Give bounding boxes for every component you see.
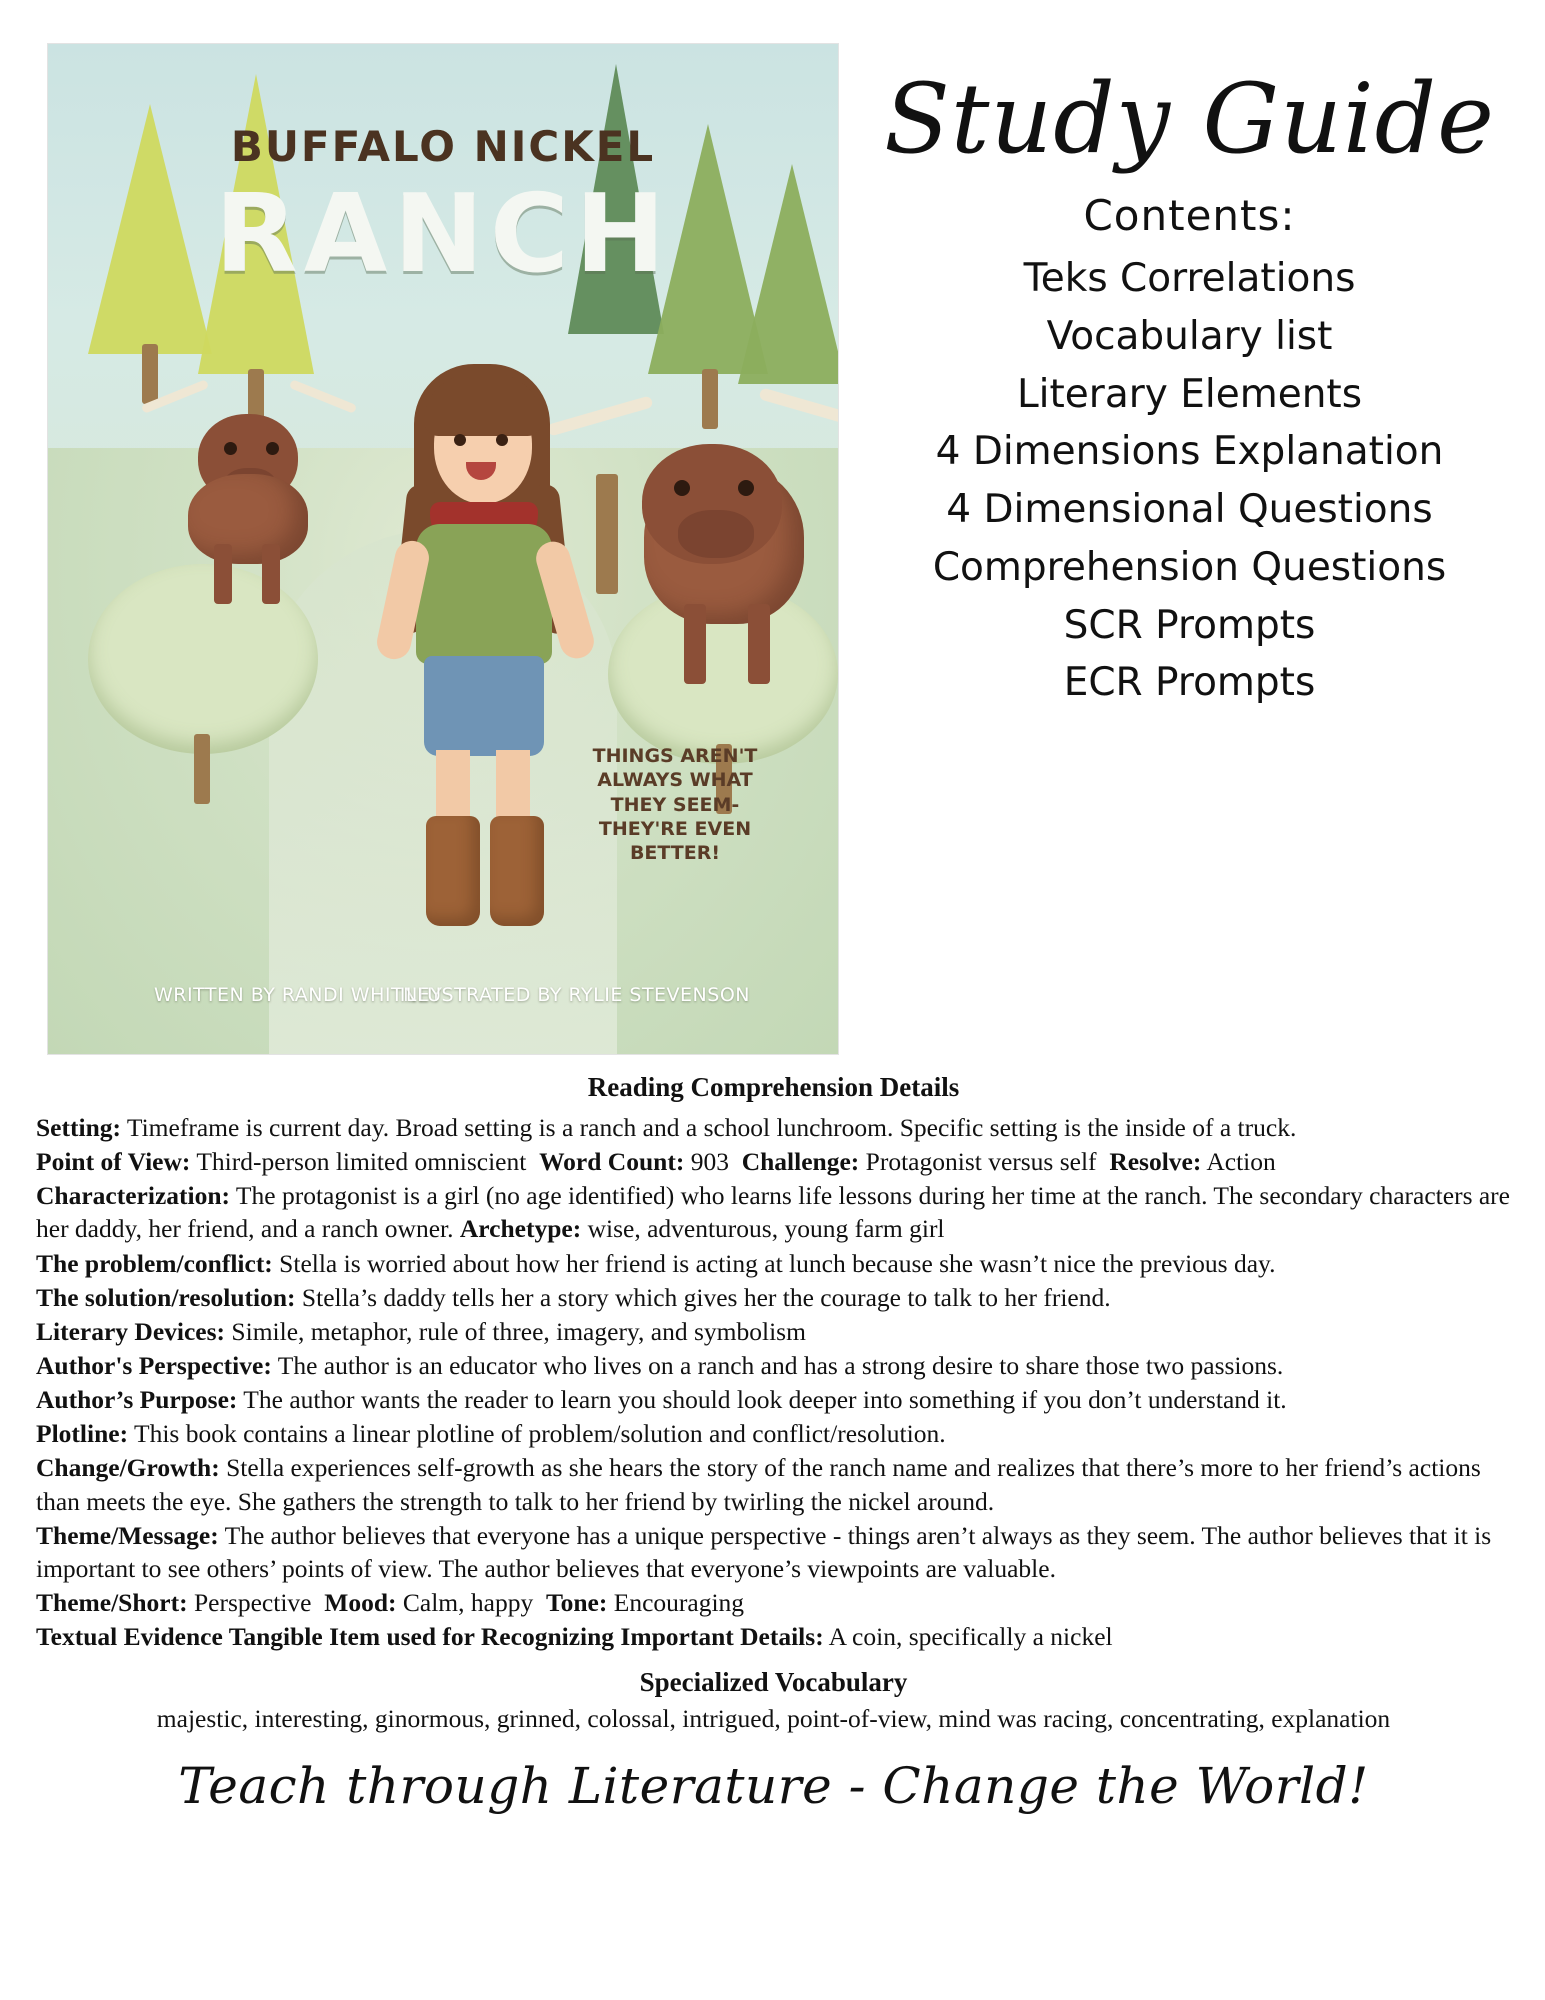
detail-row-point-of-view [36,1145,1511,1178]
detail-label: Challenge: [741,1147,860,1177]
detail-label: Theme/Short: [36,1587,188,1617]
girl-character [378,364,588,924]
detail-text: 903 [684,1147,729,1177]
eye-right [496,434,508,446]
detail-text: Protagonist versus self [859,1147,1097,1177]
detail-text: Perspective [187,1587,312,1617]
detail-label: Mood: [324,1587,397,1617]
shirt [416,524,552,664]
detail-row-theme-message [36,1519,1511,1585]
detail-label: Change/Growth: [36,1453,220,1483]
detail-text: The protagonist is a girl (no age identified) who learns life lessons during her time at the ranch. The secondary characters are her daddy, her friend, and a ranch owner. [36,1181,1510,1244]
cow-eye [674,480,690,496]
detail-text: Timeframe is current day. Broad setting is a ranch and a school lunchroom. Specific setting is the inside of a truck. [121,1113,1297,1142]
tree-trunk [702,369,718,429]
boot-left [426,816,480,926]
cover-title-top: BUFFALO NICKEL [230,122,656,171]
detail-text: The author is an educator who lives on a ranch and has a strong desire to share those two passions. [271,1350,1284,1380]
vocabulary-heading: Specialized Vocabulary [639,1667,908,1698]
detail-label: Author's Perspective: [36,1350,272,1380]
cow-eye [738,480,754,496]
contents-list [864,250,1515,712]
contents-item: 4 Dimensions Explanation [935,429,1444,475]
detail-row-change-growth [36,1451,1511,1517]
boot-right [490,816,544,926]
detail-label: Resolve: [1109,1147,1202,1177]
contents-item: Literary Elements [1016,371,1363,417]
detail-text: This book contains a linear plotline of problem/solution and conflict/resolution. [128,1419,946,1449]
cow-eye [266,442,279,455]
detail-label: The solution/resolution: [36,1282,296,1312]
cover-title-main: RANCH [214,172,672,297]
detail-label: Plotline: [36,1419,129,1449]
detail-text: Stella’s daddy tells her a story which gives her the courage to talk to her friend. [295,1282,1111,1312]
contents-item: Teks Correlations [1023,256,1356,302]
detail-label: Literary Devices: [36,1316,226,1346]
cover-author-credit: WRITTEN BY RANDI WHITNEY [154,984,443,1006]
detail-row-authors-perspective [36,1349,1511,1382]
detail-label: Archetype: [459,1214,582,1244]
detail-text: Encouraging [607,1587,745,1617]
detail-label: Tone: [545,1587,608,1617]
detail-label: Textual Evidence Tangible Item used for Recognizing Important Details: [36,1622,824,1652]
bush-icon [88,564,318,754]
detail-row-characterization [36,1179,1511,1245]
detail-text: wise, adventurous, young farm girl [581,1214,945,1244]
detail-text: Simile, metaphor, rule of three, imagery, and symbolism [225,1316,806,1346]
details-list [36,1111,1511,1653]
cover-illustrator-credit: ILLUSTRATED BY RYLIE STEVENSON [399,984,750,1006]
vocabulary-words: majestic, interesting, ginormous, grinned, colossal, intrigued, point-of-view, mind was racing, concentrating, explanation [156,1704,1391,1734]
detail-text: The author believes that everyone has a unique perspective - things aren’t always as they seem. The author believes that it is important to see others’ points of view. The author believes that everyone’s viewpoints are valuable. [36,1520,1492,1583]
study-guide-panel [838,44,1515,712]
detail-row-problem-conflict [36,1247,1511,1280]
detail-label: Characterization: [36,1181,231,1211]
detail-text: The author wants the reader to learn you should look deeper into something if you don’t understand it. [237,1385,1287,1415]
body-section [0,1054,1545,1815]
detail-row-theme-short [36,1586,1511,1619]
tree-trunk [142,344,158,404]
cow-leg [214,544,232,604]
detail-row-textual-evidence [36,1620,1511,1653]
detail-label: Theme/Message: [36,1520,219,1550]
cow-leg [684,604,706,684]
eye-left [454,434,466,446]
bush-trunk [194,734,210,804]
detail-text: Action [1201,1147,1276,1177]
cow-leg [262,544,280,604]
cow-leg [748,604,770,684]
fence-post [596,474,618,594]
detail-label: The problem/conflict: [36,1248,273,1278]
detail-label: Author’s Purpose: [36,1385,238,1415]
book-cover-image [48,44,838,1054]
detail-row-authors-purpose [36,1383,1511,1416]
contents-item: Comprehension Questions [932,544,1447,590]
cow-eye [224,442,237,455]
footer-tagline: Teach through Literature - Change the World! [178,1757,1369,1816]
shorts [424,656,544,756]
detail-label: Setting: [36,1113,121,1142]
detail-row-solution-resolution [36,1281,1511,1314]
detail-text: Stella is worried about how her friend is acting at lunch because she wasn’t nice the previous day. [272,1248,1276,1278]
detail-row-literary-devices [36,1315,1511,1348]
contents-label: Contents: [1083,191,1296,241]
contents-item: Vocabulary list [1046,313,1333,359]
detail-text: Stella experiences self-growth as she hears the story of the ranch name and realizes that there’s more to her friend’s actions than meets the eye. She gathers the strength to talk to her friend by twirling the nickel around. [36,1453,1481,1516]
cover-tagline: THINGS AREN'T ALWAYS WHAT THEY SEEM- THEY'RE EVEN BETTER! [592,745,758,865]
contents-item: SCR Prompts [1063,602,1316,648]
study-guide-title: Study Guide [884,63,1495,175]
contents-item: ECR Prompts [1063,660,1316,706]
detail-text: Calm, happy [396,1587,534,1617]
detail-label: Point of View: [36,1147,191,1177]
contents-item: 4 Dimensional Questions [946,487,1433,533]
detail-row-setting [36,1111,1511,1144]
cow-body-left [188,474,308,564]
detail-row-plotline [36,1417,1511,1450]
detail-text: Third-person limited omniscient [190,1147,527,1177]
details-heading: Reading Comprehension Details [587,1072,960,1102]
cow-muzzle [678,510,754,558]
detail-text: A coin, specifically a nickel [823,1622,1113,1652]
detail-label: Word Count: [539,1147,685,1177]
